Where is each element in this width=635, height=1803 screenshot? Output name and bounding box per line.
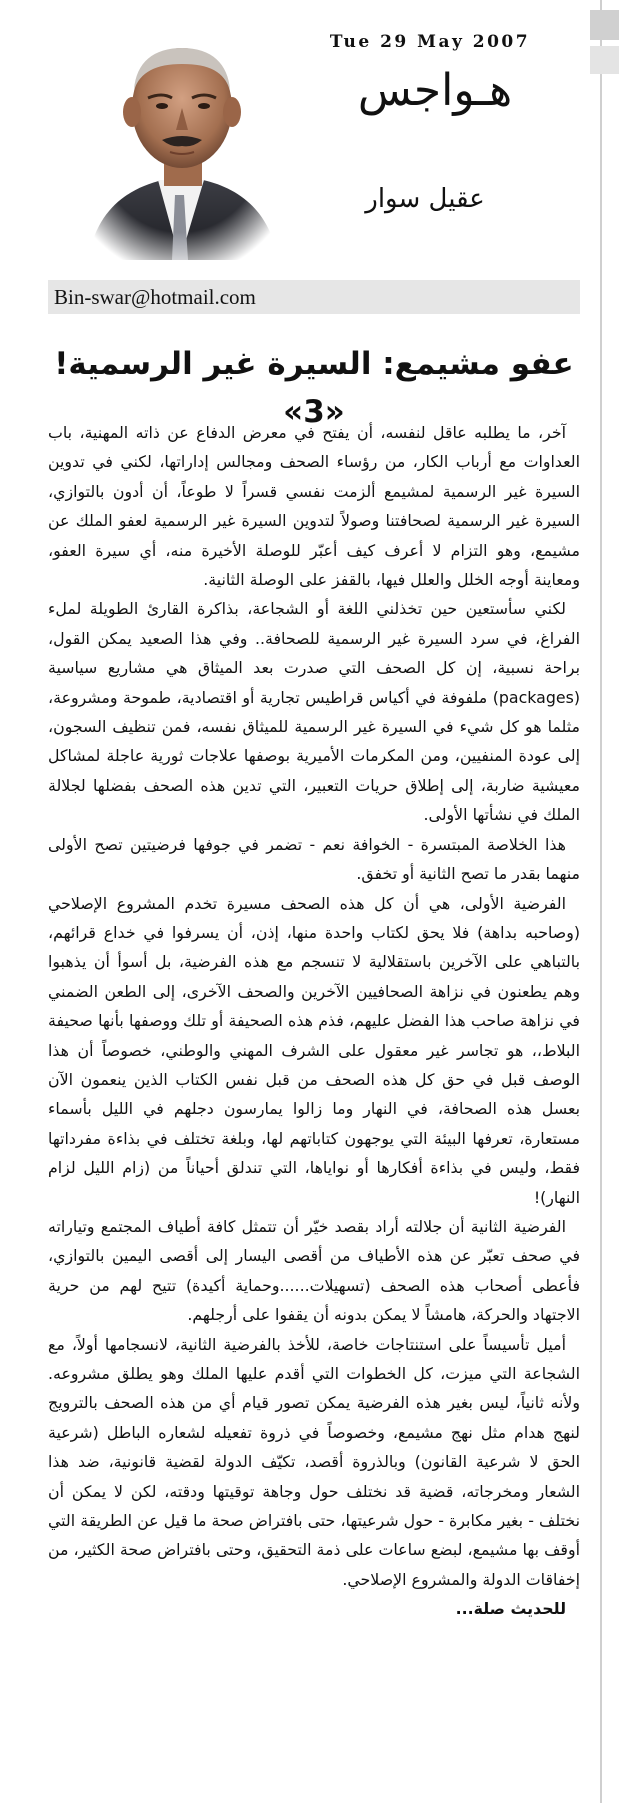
article-paragraph: الفرضية الأولى، هي أن كل هذه الصحف مسيرة تخدم المشروع الإصلاحي (وصاحبه بداهة) فلا يحق لكتاب واحدة منها، إذن، أن يسرفوا في خداع قرائهم، بالتباهي على الآخرين باستقلالية لا تنسجم مع هذه الفرضية، بل أسوأ أن يذهبوا وهم يطعنون في نزاهة الصحافيين الآخرين والصحف الآخرى، إلى الطعن الضمني في نزاهة صاحب هذا الفضل عليهم، فذم هذه الصحيفة أو تلك ووصفها بأنها صحيفة البلاط،، هو تجاسر غير معقول على الشرف المهني والوطني، خصوصاً أن هذا الوصف قبل في حق كل هذه الصحف من قبل نفس الكتاب الذين ينعمون الآن بعسل هذه الصحافة، في النهار وما زالوا يمارسون دجلهم في الليل بأسماء مستعارة، تعرفها البيئة التي يوجهون كتاباتهم لها، وبلغة تختلف في بذاءة مفرداتها فقط، وليس في بذاءة أفكارها أو نواياها، التي تندلق أحياناً من (زام الليل لزام النهار)! bbox=[48, 893, 580, 1207]
page-corner-block-lower bbox=[590, 46, 619, 74]
author-portrait bbox=[78, 20, 283, 260]
author-name: عقيل سوار bbox=[365, 184, 485, 214]
article-paragraph: الفرضية الثانية أن جلالته أراد بقصد خيّر أن تتمثل كافة أطياف المجتمع وتياراته في صحف تعبّر عن هذه الأطياف من أقصى اليسار إلى أقصى اليمين بالتوازي، فأعطى أصحاب هذه الصحف (تسهيلات......وحماية أكيدة) تتيح لهم من حرية الاجتهاد والحركة، هامشاً لا يمكن بدونه أن يقفوا على أرجلهم. bbox=[48, 1216, 580, 1325]
article-paragraph: لكني سأستعين حين تخذلني اللغة أو الشجاعة، بذاكرة القارئ الطويلة لملء الفراغ، في سرد السيرة غير الرسمية للصحافة.. وفي هذا الصعيد يمكن القول، براحة نسبية، إن كل الصحف التي صدرت بعد الميثاق هي مشاريع سياسية (packages) ملفوفة في أكياس قراطيس تجارية أو اقتصادية، طموحة ومشروعة، مثلما هو كل شيء في السيرة غير الرسمية للميثاق نفسه، فمن تنظيف السجون، إلى عودة المنفيين، ومن المكرمات الأميرية بوصفها علاجات ثورية عاجلة لمشاكل معيشية ضاربة، إلى إطلاق حريات التعبير، التي تدين هذه الصحف بفضلها لجلالة الملك في نشأتها الأولى. bbox=[48, 599, 580, 825]
page-side-rule bbox=[600, 0, 602, 1803]
issue-date: Tue 29 May 2007 bbox=[329, 32, 531, 52]
author-email[interactable]: Bin-swar@hotmail.com bbox=[48, 280, 580, 314]
article-paragraph: أميل تأسيساً على استنتاجات خاصة، للأخذ بالفرضية الثانية، لانسجامها أولاً، مع الشجاعة التي ميزت، كل الخطوات التي أقدم عليها الملك وهو يطلق مشروعه. ولأنه ثانياً، ليس بغير هذه الفرضية يمكن تصور قيام أي من هذه الصحف بالترويج لنهج هدام مثل نهج مشيمع، وخصوصاً في ذروة تفعيله لشعاره الباطل (شرعية الحق لا شرعية القانون) وبالذروة أقصد، تكيّف الدولة لقضية قانونية، ضد هذا الشعار ومخرجاته، قضية قد نختلف حول وجاهة توقيتها ودقته، لكن لا يمكن أن نختلف - بغير مكابرة - حول شرعيتها، حتى بافتراض صحة ما قيل عن الطريقة التي أوقف بها مشيمع، لبضع ساعات على ذمة التحقيق، وحتى بافتراض صحة الكثير، من إخفاقات الدولة والمشروع الإصلاحي. bbox=[48, 1334, 580, 1589]
article-paragraph: هذا الخلاصة المبتسرة - الخوافة نعم - تضمر في جوفها فرضيتين تصح الأولى منهما بقدر ما تصح الثانية أو تخفق. bbox=[48, 834, 580, 884]
page-corner-block bbox=[590, 10, 619, 40]
column-name: هـواجس bbox=[357, 65, 513, 116]
article-body bbox=[48, 418, 580, 1624]
article-title: عفو مشيمع: السيرة غير الرسمية! «3» bbox=[54, 346, 574, 430]
article-closing: للحديث صلة... bbox=[455, 1599, 566, 1619]
author-portrait-drawing bbox=[78, 20, 283, 260]
article-paragraph: آخر، ما يطلبه عاقل لنفسه، أن يفتح في معرض الدفاع عن ذاته المهنية، باب العداوات مع أرباب الكار، من رؤساء الصحف ومجالس إداراتها، لكني في تدوين السيرة غير الرسمية لمشيمع ألزمت نفسي قسراً لا طوعاً، أن أدون بالتوازي، السيرة غير الرسمية لصحافتنا وصولاً لتدوين السيرة غير الرسمية لعفو الملك عن مشيمع، وهو التزام لا أعرف كيف أعبّر للوصلة الأخيرة منه، أي سيرة العفو، ومعاينة أوجه الخلل والعلل فيها، بالقفز على الوصلة الثانية. bbox=[48, 423, 580, 590]
